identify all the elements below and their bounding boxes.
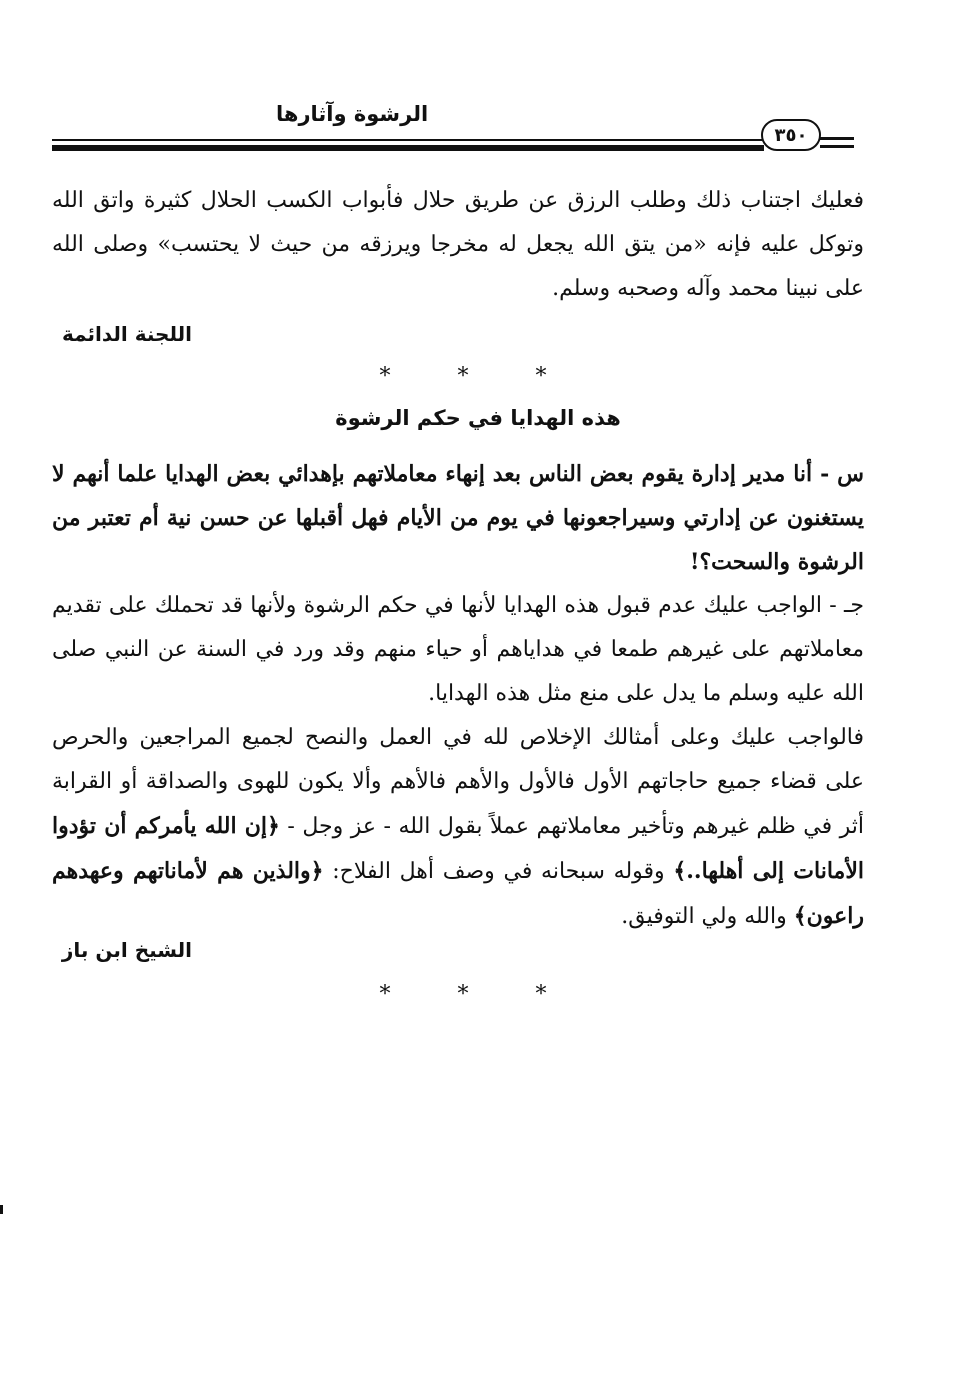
running-title-text: الرشوة وآثارها <box>276 102 429 126</box>
paragraph-closing-fatwa: فعليك اجتناب ذلك وطلب الرزق عن طريق حلال فأبواب الكسب الحلال كثيرة واتق الله وتوكل عليه فإنه «من يتق الله يجعل له مخرجا ويرزقه من حيث لا يحتسب» وصلى الله على نبينا محمد وآله وصحبه وسلم. <box>52 188 864 301</box>
answer-paragraph: جـ - الواجب عليك عدم قبول هذه الهدايا لأنها في حكم الرشوة ولأنها قد تحملك على تقديم معاملاتهم على غيرهم طمعا في هداياهم أو حياء منهم وقد ورد في السنة عن النبي صلى الله عليه وسلم ما يدل على منع مثل هذه الهدايا. <box>52 593 864 706</box>
signature-permanent-committee: اللجنة الدائمة <box>61 322 192 346</box>
quran-quote-falah: ﴿والذين هم لأماناتهم وعهدهم راعون﴾ <box>52 858 864 929</box>
header-rule-thick <box>52 145 764 151</box>
header-rule-thin <box>52 139 764 141</box>
question-paragraph: س - أنا مدير إدارة يقوم بعض الناس بعد إنهاء معاملاتهم بإهدائي بعض الهدايا علما أنهم لا يستغنون عن إدارتي وسيراجعونها في يوم من الأيام فهل أقبلها عن حسن نية أم تعتبر من الرشوة والسحت؟! <box>52 461 864 575</box>
answer-continuation-paragraph <box>52 716 864 939</box>
separator-stars-bottom: * * * <box>379 982 577 1007</box>
separator-stars: * * * <box>379 364 577 389</box>
answer-text-part1: فالواجب عليك وعلى أمثالك الإخلاص لله في العمل والنصح لجميع المراجعين والحرص على قضاء جميع حاجاتهم الأول فالأول والأهم فالأهم وألا يكون للهوى والصداقة أو القرابة أثر في ظلم غيرهم وتأخير معاملاتهم عملاً بقول الله - عز وجل - <box>52 725 865 839</box>
answer-text-part2: وقوله سبحانه في وصف أهل الفلاح: <box>323 859 674 884</box>
section-heading: هذه الهدايا في حكم الرشوة <box>335 406 621 430</box>
answer-text-part3: والله ولي التوفيق. <box>621 904 794 929</box>
quran-quote-amanat: ﴿إن الله يأمركم أن تؤدوا الأمانات إلى أهلها..﴾ <box>52 813 864 884</box>
header-rule-stub-top <box>820 137 854 140</box>
page-number: ٣٥٠ <box>761 119 821 151</box>
scan-edge-mark <box>0 1205 3 1214</box>
signature-ibn-baz: الشيخ ابن باز <box>61 938 192 962</box>
header-rule-stub-bottom <box>820 145 854 148</box>
